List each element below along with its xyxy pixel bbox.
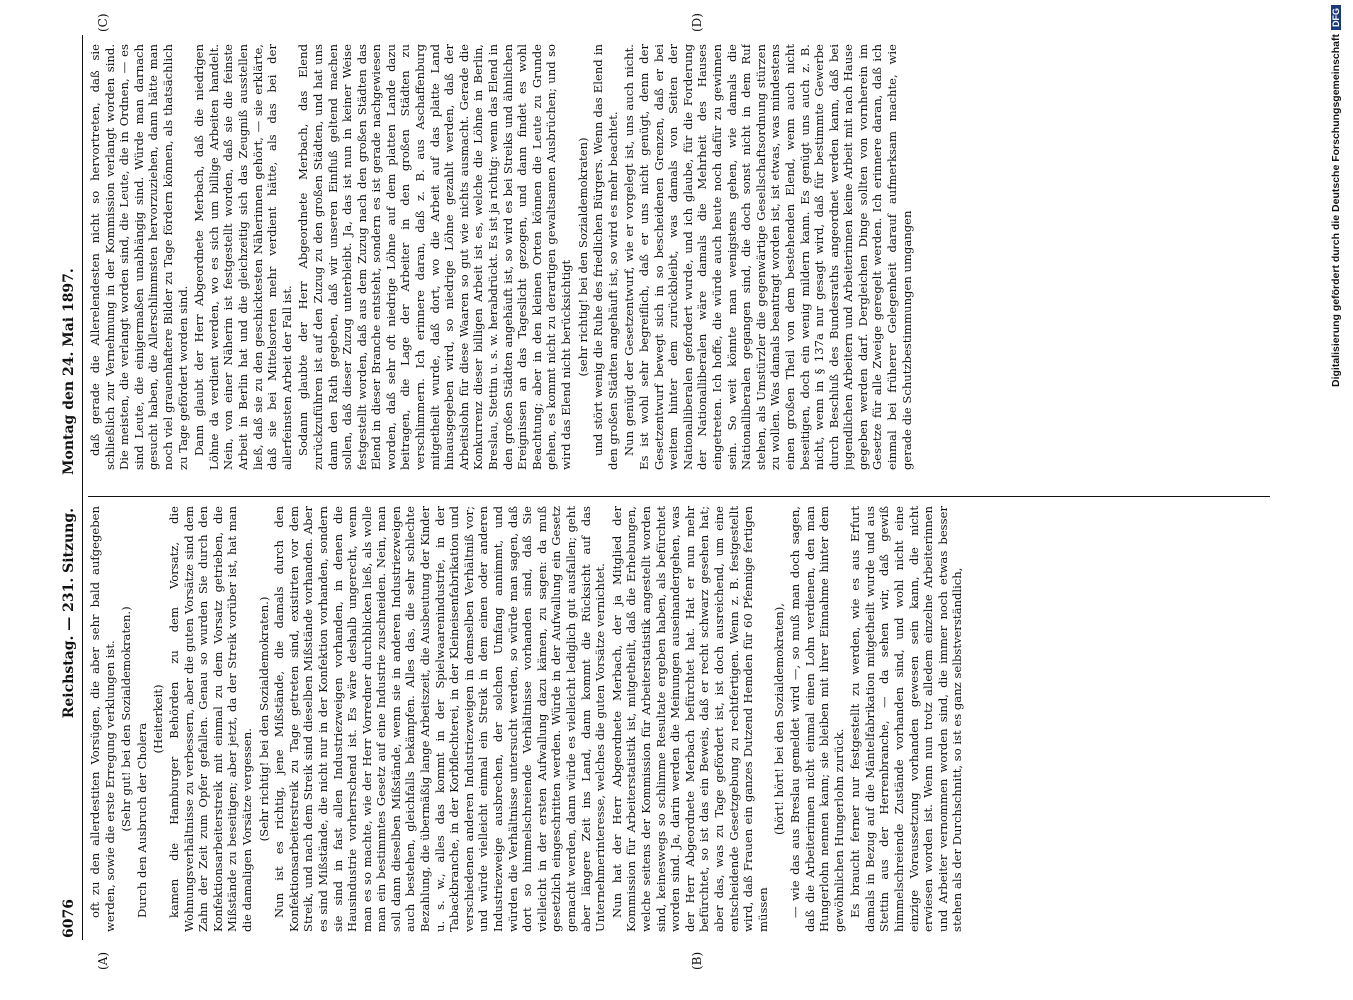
interjection: (Heiterkeit) <box>151 684 166 754</box>
paragraph: Nun ist es richtig, jene Mißstände, die damals durch den Konfektionsarbeiterstreik zu Tage getreten sind, existirten vor dem Streik, und nach dem Streik sind dieselben Mißstände vorhanden. Aber es sind Mißstände, die nicht nur in der Konfektion vorhanden, sondern sie sind in fast allen Industriezweigen vorhanden, in denen die Hausindustrie vorherrschend ist. Es wäre deshalb ungerecht, wenn man es so machte, wie der Herr Vorredner durchblicken ließ, als wolle man ein bestimmtes Gesetz auf eine Industrie zuschneiden. Nein, man soll dann dieselben Mißstände, wenn sie in anderen Industriezweigen auch bestehen, gleichfalls bekämpfen. Alles das, die sehr schlechte Bezahlung, die übermäßig lange Arbeitszeit, die Ausbeutung der Kinder u. s. w., alles das kommt in der Spielwaarenindustrie, in der Tabackbranche, in der Korbflechterei, in der Kleineisenfabrikation und verschiedenen anderen Industriezweigen in demselben Verhältniß vor; und würde vielleicht einmal ein Streik in dem einen oder anderen Industriezweige ausbrechen, der solchen Umfang annimmt, und würden die Verhältnisse untersucht werden, so würde man sagen, daß dort so himmelschreiende Verhältnisse vorhanden sind, daß Sie vielleicht in der ersten Aufwallung dazu kämen, zu sagen: da muß gesetzlich eingeschritten werden. Würde in der Aufwallung ein Gesetz gemacht werden, dann würde es vielleicht lediglich gut ausfallen; geht aber längere Zeit ins Land, dann kommt die Rücksicht auf das Unternehmerinteresse, welches die guten Vorsätze vernichtet. <box>272 506 608 932</box>
funding-text: Digitalisierung gefördert durch die Deutsche Forschungsgemeinschaft <box>1330 34 1342 387</box>
header-left <box>58 508 80 938</box>
margin-marker-a: (A) <box>96 951 110 970</box>
dfg-logo: DFG <box>1331 5 1341 30</box>
paragraph: — wie das aus Breslau gemeldet wird —, so muß man doch sagen, daß die Arbeiterinnen nicht einmal einen Lohn verdienen, den man Hungerlohn nennen kann; sie bleiben mit ihrer Einnahme hinter dem gewöhnlichen Hungerlohn zurück. <box>787 506 846 932</box>
header-right <box>58 35 80 475</box>
left-text-column <box>88 506 1264 932</box>
paragraph: Durch den Ausbruch der Cholera <box>134 722 149 918</box>
paragraph: kamen die Hamburger Behörden zu dem Vorsatz, die Wohnungsverhältnisse zu verbessern, aber die guten Vorsätze sind dem Zahn der Zeit zum Opfer gefallen. Genau so wurden Sie durch den Konfektionsarbeiterstreik mit einmal zu dem Vorsatz getrieben, die Mißstände zu beseitigen; aber jetzt, da der Streik vorüber ist, hat man die damaligen Vorsätze vergessen. <box>166 506 254 932</box>
margin-marker-d: (D) <box>690 13 704 32</box>
paragraph: Es braucht ferner nur festgestellt zu werden, wie es aus Erfurt damals in Bezug auf die Mäntelfabrikation mitgetheilt wurde und aus Stettin aus der Herrenbranche, — da sehen wir, daß gewiß himmelschreiende Zustände vorhanden sind, und wohl nicht eine einzige Voraussetzung vorhanden gewesen sein kann, die nicht erwiesen worden ist. Wenn nun trotz alledem einzelne Arbeiterinnen und Arbeiter vernommen worden sind, die immer noch etwas besser stehen als der Durchschnitt, so ist es ganz selbstverständlich, <box>848 506 965 932</box>
header-rule <box>82 35 83 940</box>
paragraph: Dann glaubt der Herr Abgeordnete Merbach, daß die niedrigen Löhne da verdient werden, wo es sich um billige Arbeiten handelt. Nein, von einer Näherin ist festgestellt worden, daß sie die feinste Arbeit in Berlin hat und die gleichzeitig sich das Zeugniß ausstellen ließ, daß sie zu den geschicktesten Näherinnen gehört, — sie erklärte, daß sie bei Mittelsorten mehr verdient hätte, als das bei der allerfeinsten Arbeit der Fall ist. <box>192 44 294 470</box>
margin-marker-b: (B) <box>690 951 704 970</box>
paragraph: daß gerade die Allerelendesten nicht so hervortreten, daß sie schließlich zur Vernehmung in der Kommission verlangt worden sind. Die meisten, die verlangt worden sind, die Leute, die in Ordnen, — es sind Leute, die einigermaßen unabhängig sind. Würde man darnach gesucht haben, die Allerschlimmsten hervorzuziehen, dann hätte man noch viel grauenhaftere Bilder zu Tage fördern können, als thatsächlich zu Tage gefördert worden sind. <box>88 44 190 470</box>
right-text-column <box>88 44 1264 470</box>
funding-notice <box>1329 5 1343 995</box>
interjection: (hört! hört! bei den Sozialdemokraten), <box>772 603 787 835</box>
interjection: (Sehr richtig! bei den Sozialdemokraten.) <box>256 596 271 842</box>
paragraph: Nun genügt der Gesetzentwurf, wie er vorgelegt ist, uns auch nicht. Es ist wohl sehr begreiflich, daß er uns nicht genügt, denn der Gesetzentwurf bewegt sich in so bescheidenen Grenzen, daß er bei weitem hinter dem zurückbleibt, was damals von Seiten der Nationalliberalen gefordert wurde, und ich glaube, für die Forderung der Nationalliberalen wäre damals die Mehrheit des Hauses eingetreten. Ich hoffe, die würde auch heute noch dafür zu gewinnen sein. So weit könnte man wenigstens gehen, wie damals die Nationalliberalen gegangen sind, die doch sonst nicht in dem Ruf stehen, als Umstürzler die gegenwärtige Gesellschaftsordnung stürzen zu wollen. Was damals beantragt worden ist, ist etwas, was mindestens einen großen Theil von dem bestehenden Elend, wenn auch nicht beseitigen, doch ein wenig mildern kann. Es genügt uns auch z. B. nicht, wenn in § 137a nur gesagt wird, daß für bestimmte Gewerbe durch Beschluß des Bundesraths angeordnet werden kann, daß bei jugendlichen Arbeitern und Arbeiterinnen keine Arbeit mit nach Hause gegeben werden darf. Dergleichen Dinge sollten von vornherein im Gesetze für alle Zweige geregelt werden. Ich erinnere daran, daß ich einmal bei früherer Gelegenheit darauf aufmerksam machte, wie gerade die Schutzbestimmungen umgangen <box>622 44 914 470</box>
session-date: Montag den 24. Mai 1897. <box>61 268 77 475</box>
paragraph: oft zu den allerdestiten Vorsügen, die aber sehr bald aufgegeben werden, sowie die erste Erregung verklungen ist. <box>88 506 117 932</box>
paragraph: Nun hat der Herr Abgeordnete Merbach, der ja Mitglied der Kommission für Arbeiterstatistik ist, mitgetheilt, daß die Erhebungen, welche seitens der Kommission für Arbeiterstatistik angestellt worden sind, keineswegs so schlimme Resultate ergeben haben, als befürchtet worden sind. Ja, darin werden die Meinungen auseinandergehen, was der Herr Abgeordnete Merbach befürchtet hat. Hat er nun mehr befürchtet, so ist das ein Beweis, daß er recht schwarz gesehen hat; aber das, was zu Tage gefördert ist, ist doch ausreichend, um eine entscheidende Gesetzgebung zu rechtfertigen. Wenn z. B. festgestellt wird, daß Frauen ein ganzes Dutzend Hemden für 60 Pfennige fertigen müssen <box>609 506 770 932</box>
paragraph: und stört wenig die Ruhe des friedlichen Bürgers. Wenn das Elend in den großen Städten angehäuft ist, so wird es mehr beachtet. <box>591 44 620 470</box>
margin-marker-c: (C) <box>96 13 110 32</box>
session-title: Reichstag. — 231. Sitzung. <box>61 508 77 719</box>
page-number: 6076 <box>61 899 77 938</box>
interjection: (sehr richtig! bei den Sozialdemokraten) <box>575 137 590 377</box>
column-divider <box>88 496 1270 497</box>
interjection: (Sehr gut! bei den Sozialdemokraten.) <box>119 606 134 832</box>
paragraph: Sodann glaubte der Herr Abgeordnete Merbach, das Elend zurückzuführen ist auf den Zuzug zu den großen Städten, und hat uns dann den Rath gegeben, daß wir unseren Einfluß geltend machen sollen, daß dieser Zuzug unterbleibt. Ja, das ist nun in keiner Weise festgestellt worden, daß aus dem Zuzug nach den großen Städten das Elend in dieser Branche entsteht, sondern es ist gerade nachgewiesen worden, daß sehr oft niedrige Löhne auf dem platten Lande dazu beitragen, die Lage der Arbeiter in den großen Städten zu verschlimmern. Ich erinnere daran, daß z. B. aus Aschaffenburg mitgetheilt wurde, daß dort, wo die Arbeit auf das platte Land hinausgegeben wird, so niedrige Löhne gezahlt werden, daß der Arbeitslohn für diese Waaren so gut wie nichts ausmacht. Gerade die Konkurrenz dieser billigen Arbeit ist es, welche die Löhne in Berlin, Breslau, Stettin u. s. w. herabdrückt. Es ist ja richtig: wenn das Elend in den großen Städten angehäuft ist, so wird es bei Streiks und ähnlichen Ereignissen an das Tageslicht gezogen, und dann findet es wohl Beachtung; aber in den kleinen Orten können die Leute zu Grunde gehen, es kommt nicht zu derartigen gewaltsamen Ausbrüchen; und so wird das Elend nicht berücksichtigt <box>296 44 573 470</box>
